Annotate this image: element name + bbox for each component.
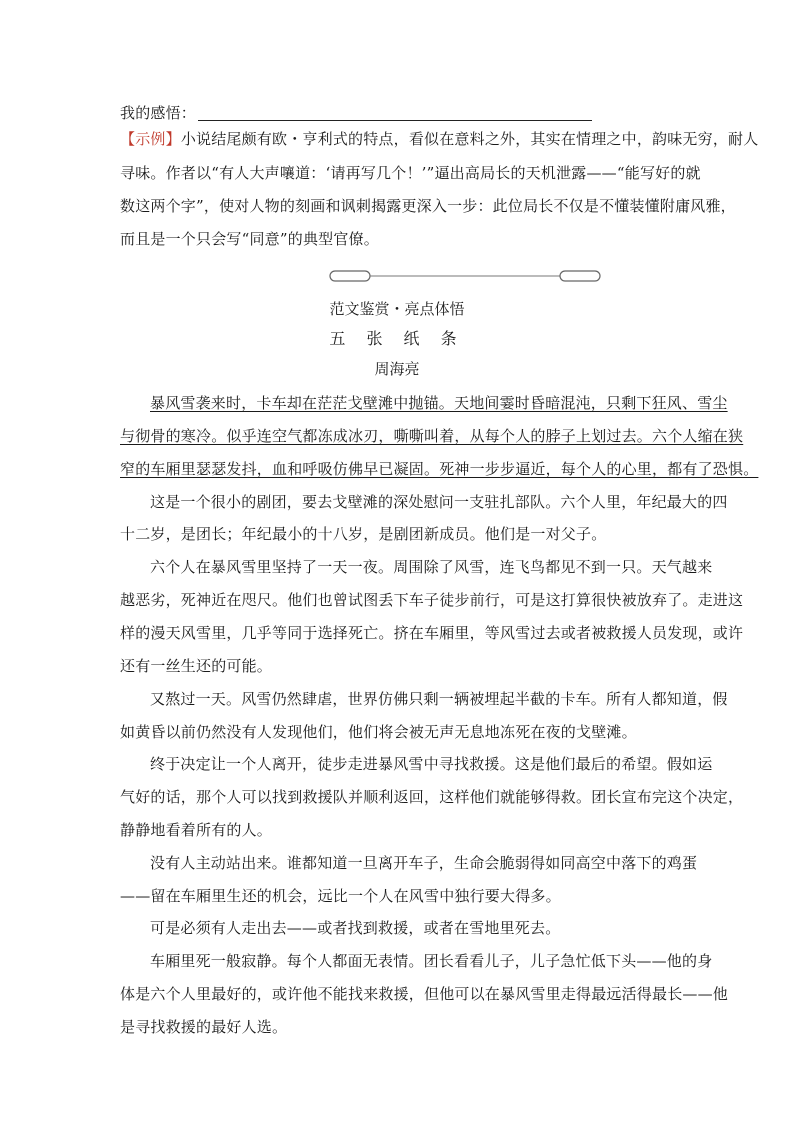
paragraph-6-line-1: 可是必须有人走出去——或者找到救援，或者在雪地里死去。	[150, 919, 561, 937]
example-line-1	[120, 124, 759, 155]
paragraph-4-line-1: 终于决定让一个人离开，徒步走进暴风雪中寻找救援。这是他们最后的希望。假如运	[150, 755, 713, 773]
paragraph-7-line-2: 体是六个人里最好的，或许他不能找来救援，但他可以在暴风雪里走得最远活得最长——他	[120, 985, 729, 1003]
section-divider	[160, 262, 790, 290]
paragraph-2-line-3: 样的漫天风雪里，几乎等同于选择死亡。挤在车厢里，等风雪过去或者被救援人员发现，或许	[120, 624, 744, 642]
paragraph-5-line-1: 没有人主动站出来。谁都知道一旦离开车子，生命会脆弱得如同高空中落下的鸡蛋	[150, 854, 698, 872]
feeling-label: 我的感悟：	[120, 104, 197, 122]
example-line-2: 寻味。作者以“有人大声嚷道：‘请再写几个！’”逼出高局长的天机泄露——“能写好的就	[120, 164, 701, 182]
paragraph-1-line-1: 这是一个很小的剧团，要去戈壁滩的深处慰问一支驻扎部队。六个人里，年纪最大的四	[150, 493, 728, 511]
paragraph-4-line-2: 气好的话，那个人可以找到救援队并顺利返回，这样他们就能够得救。团长宣布完这个决定，	[120, 788, 744, 806]
paragraph-2-line-1: 六个人在暴风雪里坚持了一天一夜。周围除了风雪，连飞鸟都见不到一只。天气越来	[150, 558, 713, 576]
paragraph-3-line-2: 如黄昏以前仍然没有人发现他们，他们将会被无声无息地冻死在夜的戈壁滩。	[120, 723, 637, 741]
answer-blank	[198, 102, 592, 121]
paragraph-3-line-1: 又熬过一天。风雪仍然肆虐，世界仿佛只剩一辆被埋起半截的卡车。所有人都知道，假	[150, 690, 728, 708]
paragraph-2-line-2: 越恶劣，死神近在咫尺。他们也曾试图丢下车子徒步前行，可是这打算很快被放弃了。走进这	[120, 591, 744, 609]
story-underlined-line-3: 窄的车厢里瑟瑟发抖，血和呼吸仿佛早已凝固。死神一步步逼近，每个人的心里，都有了恐惧。	[120, 460, 759, 478]
story-author: 周海亮	[374, 360, 420, 378]
example-line-3: 数这两个字”，使对人物的刻画和讽刺揭露更深入一步：此位局长不仅是不懂装懂附庸风雅，	[120, 197, 736, 215]
paragraph-4-line-3: 静静地看着所有的人。	[120, 821, 273, 839]
section-heading: 范文鉴赏・亮点体悟	[329, 300, 465, 318]
paragraph-7-line-1: 车厢里死一般寂静。每个人都面无表情。团长看看儿子，儿子急忙低下头——他的身	[150, 952, 713, 970]
paragraph-2-line-4: 还有一丝生还的可能。	[120, 657, 273, 675]
story-underlined-line-1: 暴风雪袭来时，卡车却在茫茫戈壁滩中抛锚。天地间霎时昏暗混沌，只剩下狂风、雪尘	[150, 394, 728, 412]
paragraph-1-line-2: 十二岁，是团长；年纪最小的十八岁，是剧团新成员。他们是一对父子。	[120, 525, 607, 543]
story-underlined-line-2: 与彻骨的寒冷。似乎连空气都冻成冰刃，嘶嘶叫着，从每个人的脖子上划过去。六个人缩在狭	[120, 427, 744, 445]
example-tag: 【示例】	[120, 130, 181, 148]
example-line-4: 而且是一个只会写“同意”的典型官僚。	[120, 230, 379, 248]
paragraph-5-line-2: ——留在车厢里生还的机会，远比一个人在风雪中独行要大得多。	[120, 887, 561, 905]
paragraph-7-line-3: 是寻找救援的最好人选。	[120, 1018, 288, 1036]
story-title: 五 张 纸 条	[329, 329, 465, 348]
example-text: 小说结尾颇有欧・亨利式的特点，看似在意料之外，其实在情理之中，韵味无穷，耐人	[180, 130, 759, 148]
